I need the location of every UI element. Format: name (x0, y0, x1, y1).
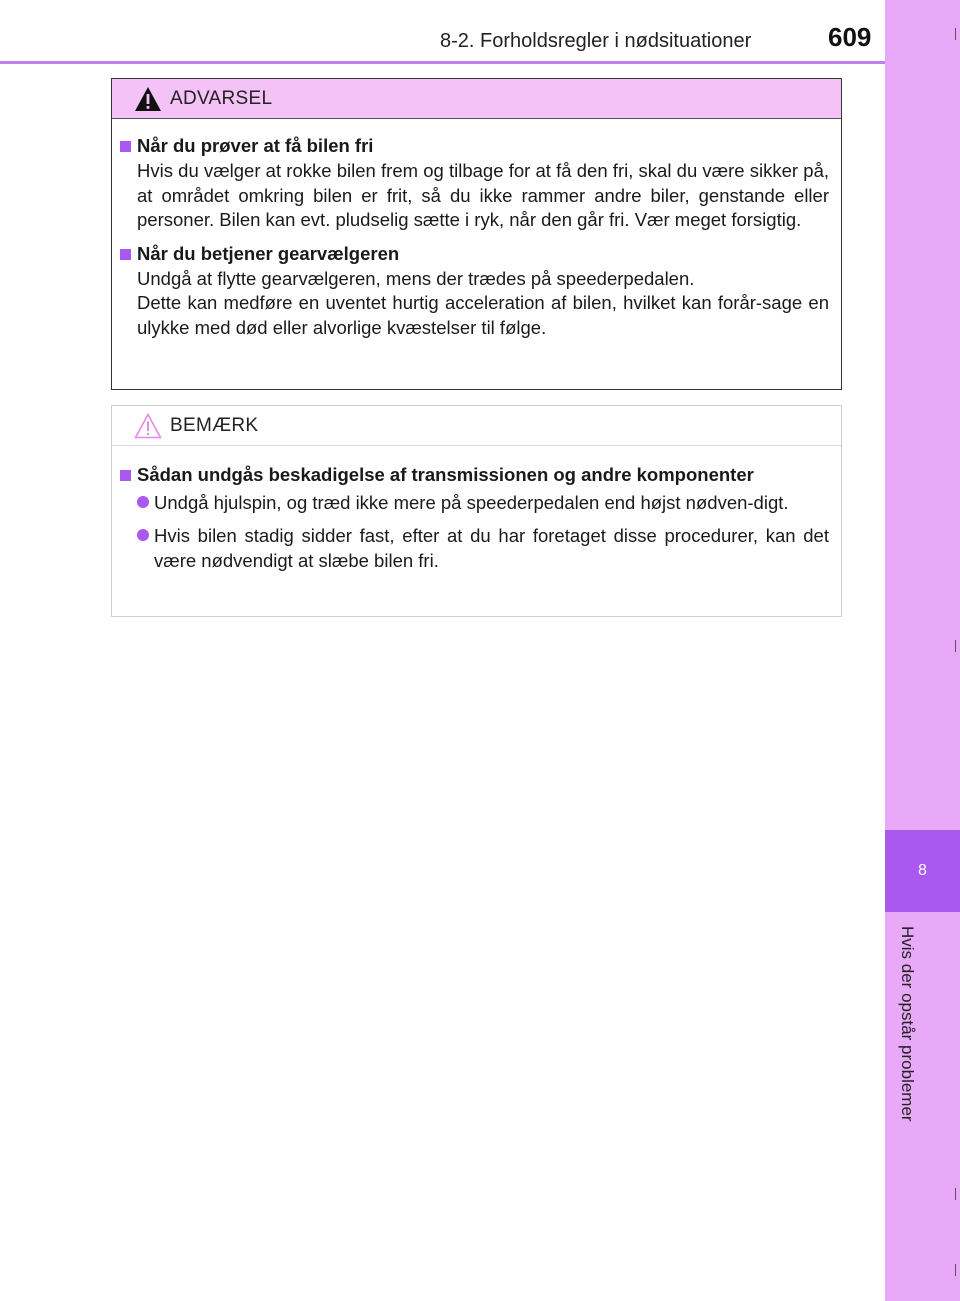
warning-box-title: ADVARSEL (170, 87, 273, 109)
notice-triangle-icon (134, 413, 162, 439)
page-number: 609 (828, 22, 872, 52)
section-heading (120, 133, 829, 159)
chapter-sidebar (885, 0, 960, 1301)
section-text: Dette kan medføre en uventet hurtig acceleration af bilen, hvilket kan forår-sage en ulykke med død eller alvorlige kvæstelser til følge. (137, 292, 829, 338)
list-item-text: Undgå hjulspin, og træd ikke mere på speederpedalen end højst nødven-digt. (154, 492, 789, 513)
round-bullet-icon (137, 529, 149, 541)
square-bullet-icon (120, 470, 131, 481)
square-bullet-icon (120, 141, 131, 152)
square-bullet-icon (120, 249, 131, 260)
running-header-title: 8-2. Forholdsregler i nødsituationer (440, 30, 752, 52)
section-heading (120, 241, 829, 267)
notice-box (111, 405, 842, 617)
list-item-text: Hvis bilen stadig sidder fast, efter at du har foretaget disse procedurer, kan det være nødvendigt at slæbe bilen fri. (154, 525, 829, 571)
header-divider (0, 61, 885, 64)
warning-box (111, 78, 842, 390)
notice-box-title: BEMÆRK (170, 414, 259, 436)
section-heading (120, 462, 829, 488)
notice-box-header (112, 406, 841, 446)
section-text: Undgå at flytte gearvælgeren, mens der trædes på speederpedalen. (137, 267, 695, 289)
warning-section (120, 133, 829, 233)
section-text: Hvis du vælger at rokke bilen frem og tilbage for at få den fri, skal du være sikker på, at området omkring bilen er frit, så du ikke rammer andre biler, genstande eller personer. Bilen kan evt. pludselig sætte i ryk, når den går fri. Vær meget forsigtig. (137, 160, 829, 230)
chapter-tab[interactable] (885, 830, 960, 912)
warning-box-body (112, 119, 841, 340)
section-heading-text: Når du betjener gearvælgeren (137, 242, 400, 264)
warning-box-header (112, 79, 841, 119)
chapter-name: Hvis der opstår problemer (898, 926, 917, 1122)
section-heading-text: Sådan undgås beskadigelse af transmissionen og andre komponenter (137, 464, 754, 485)
chapter-number: 8 (918, 862, 927, 879)
list-item (137, 490, 829, 515)
section-heading-text: Når du prøver at få bilen fri (137, 135, 374, 156)
warning-triangle-icon (134, 86, 162, 112)
round-bullet-icon (137, 496, 149, 508)
notice-box-body (112, 446, 841, 573)
warning-section (120, 241, 829, 341)
list-item (137, 523, 829, 573)
